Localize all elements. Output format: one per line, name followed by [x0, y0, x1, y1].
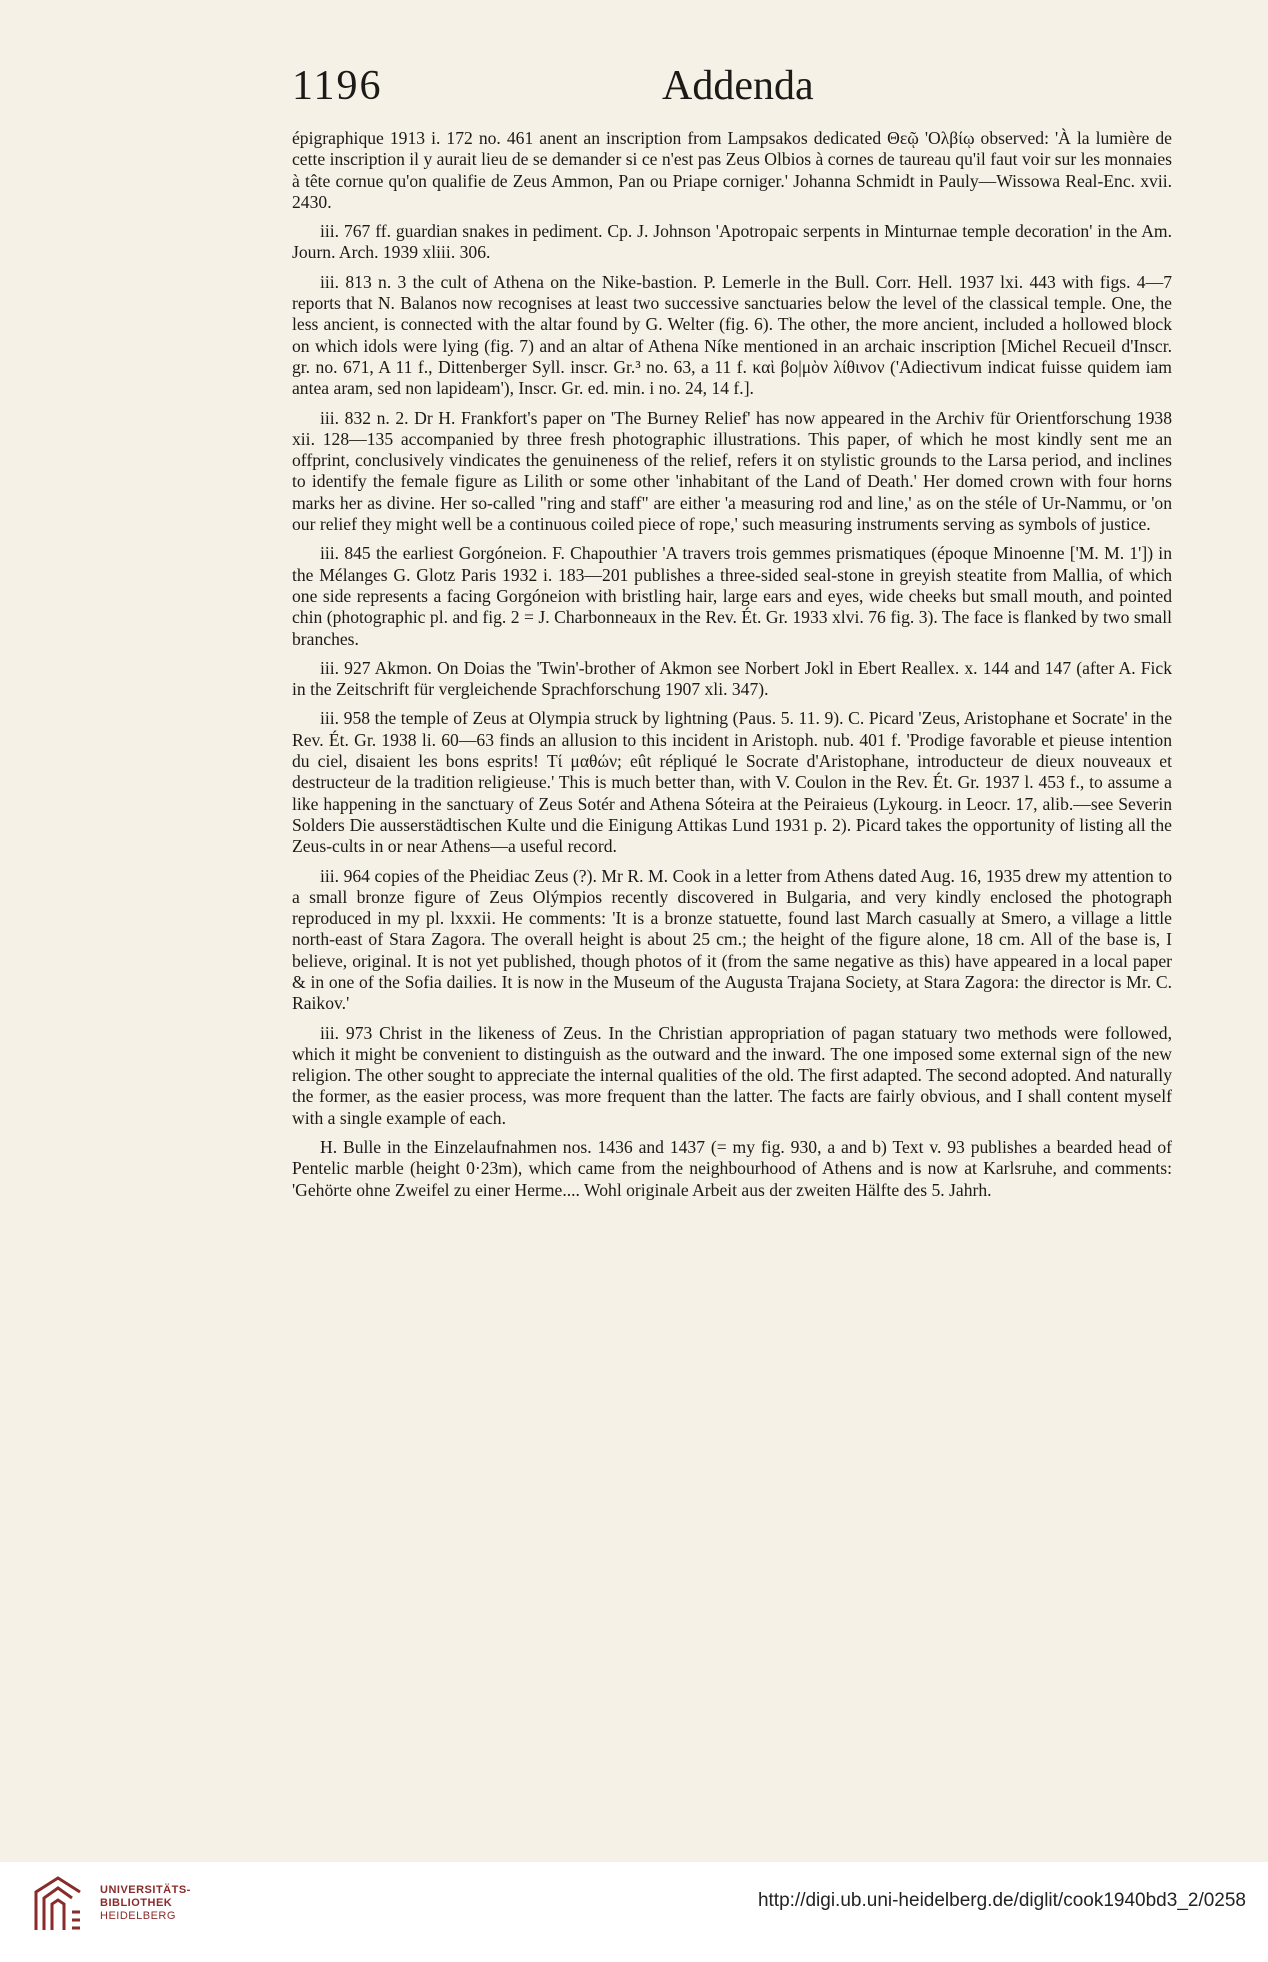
paragraph-continuation: épigraphique 1913 i. 172 no. 461 anent an inscription from Lampsakos dedicated Θεῷ 'Ολβίῳ observed: 'À la lumière de cette inscription il y aurait lieu de se demander si ce n'est pas Zeus Olbios à cornes de taureau qu'il faut voir sur les monnaies à tête cornue qu'on qualifie de Zeus Ammon, Pan ou Priape corniger.' Johanna Schmidt in Pauly—Wissowa Real-Enc. xvii. 2430.	[292, 128, 1172, 212]
paragraph-964-pheidiac-zeus: iii. 964 copies of the Pheidiac Zeus (?). Mr R. M. Cook in a letter from Athens dated Aug. 16, 1935 drew my attention to a small bronze figure of Zeus Olýmpios recently discovered in Bulgaria, and very kindly enclosed the photograph reproduced in my pl. lxxxii. He comments: 'It is a bronze statuette, found last March casually at Smero, a village a little north-east of Stara Zagora. The overall height is about 25 cm.; the height of the figure alone, 18 cm. All of the base is, I believe, original. It is not yet published, though photos of it (from the same negative as this) have appeared in a local paper & in one of the Sofia dailies. It is now in the Museum of the Augusta Trajana Society, at Stara Zagora: the director is Mr. C. Raikov.'	[292, 865, 1172, 1014]
paragraph-767-guardian-snakes: iii. 767 ff. guardian snakes in pediment. Cp. J. Johnson 'Apotropaic serpents in Minturnae temple decoration' in the Am. Journ. Arch. 1939 xliii. 306.	[292, 221, 1172, 263]
paragraph-bulle-einzelaufnahmen: H. Bulle in the Einzelaufnahmen nos. 1436 and 1437 (= my fig. 930, a and b) Text v. 93 publishes a bearded head of Pentelic marble (height 0·23m), which came from the neighbourhood of Athens and is now at Karlsruhe, and comments: 'Gehörte ohne Zweifel zu einer Herme.... Wohl originale Arbeit aus der zweiten Hälfte des 5. Jahrh.	[292, 1137, 1172, 1200]
body-text	[292, 128, 1172, 1209]
source-url-link[interactable]: http://digi.ub.uni-heidelberg.de/diglit/cook1940bd3_2/0258	[757, 1890, 1246, 1911]
running-title: Addenda	[662, 63, 814, 109]
library-name-line3: HEIDELBERG	[100, 1910, 176, 1922]
paragraph-845-gorgoneion: iii. 845 the earliest Gorgóneion. F. Chapouthier 'A travers trois gemmes prismatiques (époque Minoenne ['M. M. 1']) in the Mélanges G. Glotz Paris 1932 i. 183—201 publishes a three-sided seal-stone in greyish steatite from Mallia, of which one side represents a facing Gorgóneion with bristling hair, large ears and eyes, wide cheeks but small mouth, and pointed chin (photographic pl. and fig. 2 = J. Charbonneaux in the Rev. Ét. Gr. 1933 xlvi. 76 fig. 3). The face is flanked by two small branches.	[292, 543, 1172, 649]
paragraph-832-burney-relief: iii. 832 n. 2. Dr H. Frankfort's paper on 'The Burney Relief' has now appeared in the Archiv für Orientforschung 1938 xii. 128—135 accompanied by three fresh photographic illustrations. This paper, of which he most kindly sent me an offprint, conclusively vindicates the genuineness of the relief, refers it on stylistic grounds to the Larsa period, and inclines to identify the female figure as Lilith or some other 'inhabitant of the Land of Death.' Her domed crown with four horns marks her as divine. Her so-called "ring and staff" are either 'a measuring rod and line,' as on the stéle of Ur-Nammu, or 'on our relief they might well be a continuous coiled piece of rope,' such measuring instruments serving as symbols of justice.	[292, 407, 1172, 535]
page-number: 1196	[292, 63, 383, 109]
library-name-line2: BIBLIOTHEK	[100, 1897, 173, 1909]
library-name-line1: UNIVERSITÄTS-	[100, 1884, 191, 1896]
paragraph-973-christ-zeus: iii. 973 Christ in the likeness of Zeus. In the Christian appropriation of pagan statuary two methods were followed, which it might be convenient to distinguish as the outward and the inward. The one imposed some external sign of the new religion. The other sought to appreciate the internal qualities of the old. The first adapted. The second adopted. And naturally the former, as the easier process, was more frequent than the latter. The facts are fairly obvious, and I shall content myself with a single example of each.	[292, 1022, 1172, 1128]
paragraph-958-temple-olympia: iii. 958 the temple of Zeus at Olympia struck by lightning (Paus. 5. 11. 9). C. Picard 'Zeus, Aristophane et Socrate' in the Rev. Ét. Gr. 1938 li. 60—63 finds an allusion to this incident in Aristoph. nub. 401 f. 'Prodige favorable et pieuse intention du ciel, disaient les bons esprits! Τί μαθών; eût répliqué le Socrate d'Aristophane, introducteur de dieux nouveaux et destructeur de la tradition religieuse.' This is much better than, with V. Coulon in the Rev. Ét. Gr. 1937 l. 453 f., to assume a like happening in the sanctuary of Zeus Sotér and Athena Sóteira at the Peiraieus (Lykourg. in Leocr. 17, alib.—see Severin Solders Die ausserstädtischen Kulte und die Einigung Attikas Lund 1931 p. 2). Picard takes the opportunity of listing all the Zeus-cults in or near Athens—a useful record.	[292, 708, 1172, 857]
footer-bar	[0, 1862, 1268, 1962]
paragraph-813-athena-nike: iii. 813 n. 3 the cult of Athena on the Nike-bastion. P. Lemerle in the Bull. Corr. Hell. 1937 lxi. 443 with figs. 4—7 reports that N. Balanos now recognises at least two successive sanctuaries below the level of the classical temple. One, the less ancient, is connected with the altar found by G. Welter (fig. 6). The other, the more ancient, included a hollowed block on which idols were lying (fig. 7) and an altar of Athena Níke mentioned in an archaic inscription [Michel Recueil d'Inscr. gr. no. 671, A 11 f., Dittenberger Syll. inscr. Gr.³ no. 63, a 11 f. καὶ βο|μὸν λίθινον ('Adiectivum indicat fuisse quidem iam antea aram, sed non lapideam'), Inscr. Gr. ed. min. i no. 24, 14 f.].	[292, 271, 1172, 399]
library-name	[100, 1884, 191, 1923]
page-header	[292, 62, 1172, 122]
library-logo-icon[interactable]	[28, 1872, 90, 1934]
paragraph-927-akmon: iii. 927 Akmon. On Doias the 'Twin'-brother of Akmon see Norbert Jokl in Ebert Reallex. x. 144 and 147 (after A. Fick in the Zeitschrift für vergleichende Sprachforschung 1907 xli. 347).	[292, 657, 1172, 700]
